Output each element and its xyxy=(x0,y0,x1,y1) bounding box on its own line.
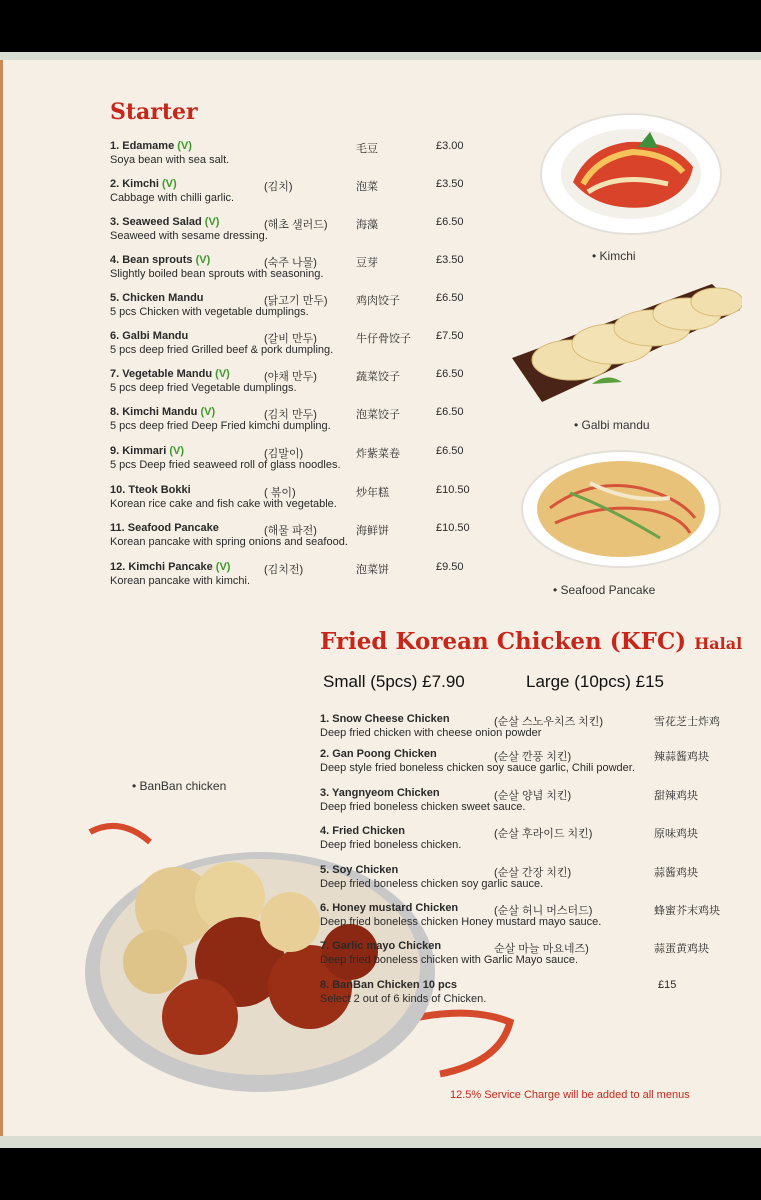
item-name: 8. BanBan Chicken 10 pcs xyxy=(320,979,457,991)
item-name: 6. Galbi Mandu xyxy=(110,330,189,342)
item-korean: (순살 양념 치킨) xyxy=(494,790,572,802)
item-korean: (닭고기 만두) xyxy=(264,295,328,307)
item-chinese: 泡菜 xyxy=(356,181,378,193)
item-price: £6.50 xyxy=(436,445,464,457)
item-chinese: 海藻 xyxy=(356,219,378,231)
item-korean: 순살 마늘 마요네즈) xyxy=(494,943,589,955)
item-name: 5. Soy Chicken xyxy=(320,864,399,876)
size-small-price: Small (5pcs) £7.90 xyxy=(323,672,465,691)
kfc-item xyxy=(320,979,740,1015)
item-name: 1. Snow Cheese Chicken xyxy=(320,713,450,725)
item-price: £6.50 xyxy=(436,406,464,418)
item-korean: (김말이) xyxy=(264,448,304,460)
page-bottom-edge xyxy=(0,1136,761,1148)
veg-mark: (V) xyxy=(161,178,177,190)
starter-item xyxy=(110,330,510,366)
item-chinese: 泡菜饺子 xyxy=(356,409,400,421)
veg-mark: (V) xyxy=(200,406,216,418)
kfc-item xyxy=(320,864,740,900)
item-name: 9. Kimmari (V) xyxy=(110,445,184,457)
starter-item xyxy=(110,522,510,558)
veg-mark: (V) xyxy=(204,216,220,228)
item-price: £15 xyxy=(658,979,677,991)
top-black-band xyxy=(0,0,761,52)
kimchi-caption: • Kimchi xyxy=(592,249,636,263)
item-description: Slightly boiled bean sprouts with seasoning. xyxy=(110,268,324,280)
item-korean: (해초 샐러드) xyxy=(264,219,328,231)
item-price: £10.50 xyxy=(436,522,470,534)
veg-mark: (V) xyxy=(215,561,231,573)
item-price: £6.50 xyxy=(436,292,464,304)
item-chinese: 毛豆 xyxy=(356,143,378,155)
item-description: Deep fried boneless chicken soy garlic sauce. xyxy=(320,878,544,890)
item-chinese: 辣蒜酱鸡块 xyxy=(654,751,709,763)
starter-item xyxy=(110,140,510,176)
seafood-pancake-caption: • Seafood Pancake xyxy=(553,583,656,597)
seafood-pancake-photo xyxy=(520,448,722,570)
item-name: 8. Kimchi Mandu (V) xyxy=(110,406,216,418)
item-chinese: 泡菜饼 xyxy=(356,564,389,576)
item-name: 7. Vegetable Mandu (V) xyxy=(110,368,230,380)
item-name: 4. Bean sprouts (V) xyxy=(110,254,211,266)
item-description: 5 pcs deep fried Deep Fried kimchi dumpling. xyxy=(110,420,331,432)
veg-mark: (V) xyxy=(215,368,230,380)
page-top-edge xyxy=(0,52,761,60)
starter-item xyxy=(110,178,510,214)
item-description: Deep fried boneless chicken sweet sauce. xyxy=(320,801,526,813)
item-price: £3.50 xyxy=(436,254,464,266)
item-chinese: 牛仔骨饺子 xyxy=(356,333,411,345)
galbi-mandu-photo xyxy=(512,274,742,408)
item-description: Deep fried boneless chicken Honey mustard mayo sauce. xyxy=(320,916,602,928)
item-description: Seaweed with sesame dressing. xyxy=(110,230,268,242)
item-name: 2. Gan Poong Chicken xyxy=(320,748,437,760)
item-name: 10. Tteok Bokki xyxy=(110,484,191,496)
item-korean: (순살 허니 머스터드) xyxy=(494,905,593,917)
item-name: 12. Kimchi Pancake (V) xyxy=(110,561,231,573)
item-chinese: 豆芽 xyxy=(356,257,378,269)
item-description: Cabbage with chilli garlic. xyxy=(110,192,235,204)
starter-item xyxy=(110,445,510,481)
item-name: 1. Edamame (V) xyxy=(110,140,192,152)
item-price: £6.50 xyxy=(436,368,464,380)
bottom-black-band xyxy=(0,1148,761,1200)
starter-item xyxy=(110,561,510,597)
starter-item xyxy=(110,368,510,404)
item-chinese: 海鲜饼 xyxy=(356,525,389,537)
item-name: 2. Kimchi (V) xyxy=(110,178,177,190)
item-description: 5 pcs Deep fried seaweed roll of glass noodles. xyxy=(110,459,341,471)
item-description: Deep fried boneless chicken with Garlic Mayo sauce. xyxy=(320,954,579,966)
galbi-mandu-caption: • Galbi mandu xyxy=(574,418,650,432)
item-korean: (해물 파전) xyxy=(264,525,317,537)
starter-title: Starter xyxy=(110,99,198,125)
item-korean: ( 볶이) xyxy=(264,487,296,499)
kfc-item xyxy=(320,787,740,823)
item-name: 5. Chicken Mandu xyxy=(110,292,204,304)
service-charge-note: 12.5% Service Charge will be added to all menus xyxy=(450,1089,690,1101)
item-description: Deep style fried boneless chicken soy sauce garlic, Chili powder. xyxy=(320,762,635,774)
item-description: Korean pancake with spring onions and seafood. xyxy=(110,536,348,548)
kfc-item xyxy=(320,713,740,749)
item-price: £3.50 xyxy=(436,178,464,190)
item-description: Soya bean with sea salt. xyxy=(110,154,230,166)
item-description: Select 2 out of 6 kinds of Chicken. xyxy=(320,993,487,1005)
halal-label: Halal xyxy=(694,634,743,653)
kfc-item xyxy=(320,940,740,976)
item-price: £6.50 xyxy=(436,216,464,228)
item-name: 3. Seaweed Salad (V) xyxy=(110,216,220,228)
item-price: £7.50 xyxy=(436,330,464,342)
item-korean: (야채 만두) xyxy=(264,371,317,383)
starter-item xyxy=(110,254,510,290)
item-name: 6. Honey mustard Chicken xyxy=(320,902,459,914)
item-korean: (순살 깐풍 치킨) xyxy=(494,751,572,763)
item-description: 5 pcs Chicken with vegetable dumplings. xyxy=(110,306,309,318)
item-name: 7. Garlic mayo Chicken xyxy=(320,940,442,952)
item-korean: (순살 후라이드 치킨) xyxy=(494,828,593,840)
item-korean: (갈비 만두) xyxy=(264,333,317,345)
item-chinese: 雪花芝士炸鸡 xyxy=(654,716,720,728)
kfc-title: Fried Korean Chicken (KFC) Halal xyxy=(320,628,743,655)
item-chinese: 原味鸡块 xyxy=(654,828,698,840)
item-name: 4. Fried Chicken xyxy=(320,825,405,837)
item-description: Korean rice cake and fish cake with vegetable. xyxy=(110,498,337,510)
item-chinese: 蜂蜜芥末鸡块 xyxy=(654,905,720,917)
kfc-item xyxy=(320,825,740,861)
item-name: 11. Seafood Pancake xyxy=(110,522,219,534)
veg-mark: (V) xyxy=(195,254,211,266)
item-name: 3. Yangnyeom Chicken xyxy=(320,787,440,799)
item-korean: (순살 스노우치즈 치킨) xyxy=(494,716,604,728)
starter-item xyxy=(110,216,510,252)
item-description: Deep fried chicken with cheese onion powder xyxy=(320,727,542,739)
item-chinese: 蒜蛋黄鸡块 xyxy=(654,943,709,955)
item-chinese: 炒年糕 xyxy=(356,487,389,499)
kimchi-photo xyxy=(538,112,724,240)
item-korean: (숙주 나물) xyxy=(264,257,317,269)
item-chinese: 甜辣鸡块 xyxy=(654,790,698,802)
item-chinese: 蔬菜饺子 xyxy=(356,371,400,383)
item-description: 5 pcs deep fried Vegetable dumplings. xyxy=(110,382,297,394)
item-price: £9.50 xyxy=(436,561,464,573)
item-korean: (김치 만두) xyxy=(264,409,317,421)
starter-item xyxy=(110,406,510,442)
banban-caption: • BanBan chicken xyxy=(132,779,227,793)
veg-mark: (V) xyxy=(177,140,192,152)
item-price: £3.00 xyxy=(436,140,464,152)
item-description: 5 pcs deep fried Grilled beef & pork dumpling. xyxy=(110,344,334,356)
veg-mark: (V) xyxy=(169,445,184,457)
starter-item xyxy=(110,484,510,520)
menu-page xyxy=(0,52,761,1148)
starter-item xyxy=(110,292,510,328)
item-korean: (순살 간장 치킨) xyxy=(494,867,572,879)
item-chinese: 炸紫菜卷 xyxy=(356,448,400,460)
kfc-item xyxy=(320,748,740,784)
item-chinese: 蒜酱鸡块 xyxy=(654,867,698,879)
kfc-item xyxy=(320,902,740,938)
item-description: Korean pancake with kimchi. xyxy=(110,575,251,587)
item-chinese: 鸡肉饺子 xyxy=(356,295,400,307)
item-description: Deep fried boneless chicken. xyxy=(320,839,462,851)
item-korean: (김치) xyxy=(264,181,293,193)
item-price: £10.50 xyxy=(436,484,470,496)
page-left-edge xyxy=(0,60,3,1136)
item-korean: (김치전) xyxy=(264,564,304,576)
size-large-price: Large (10pcs) £15 xyxy=(526,672,664,691)
